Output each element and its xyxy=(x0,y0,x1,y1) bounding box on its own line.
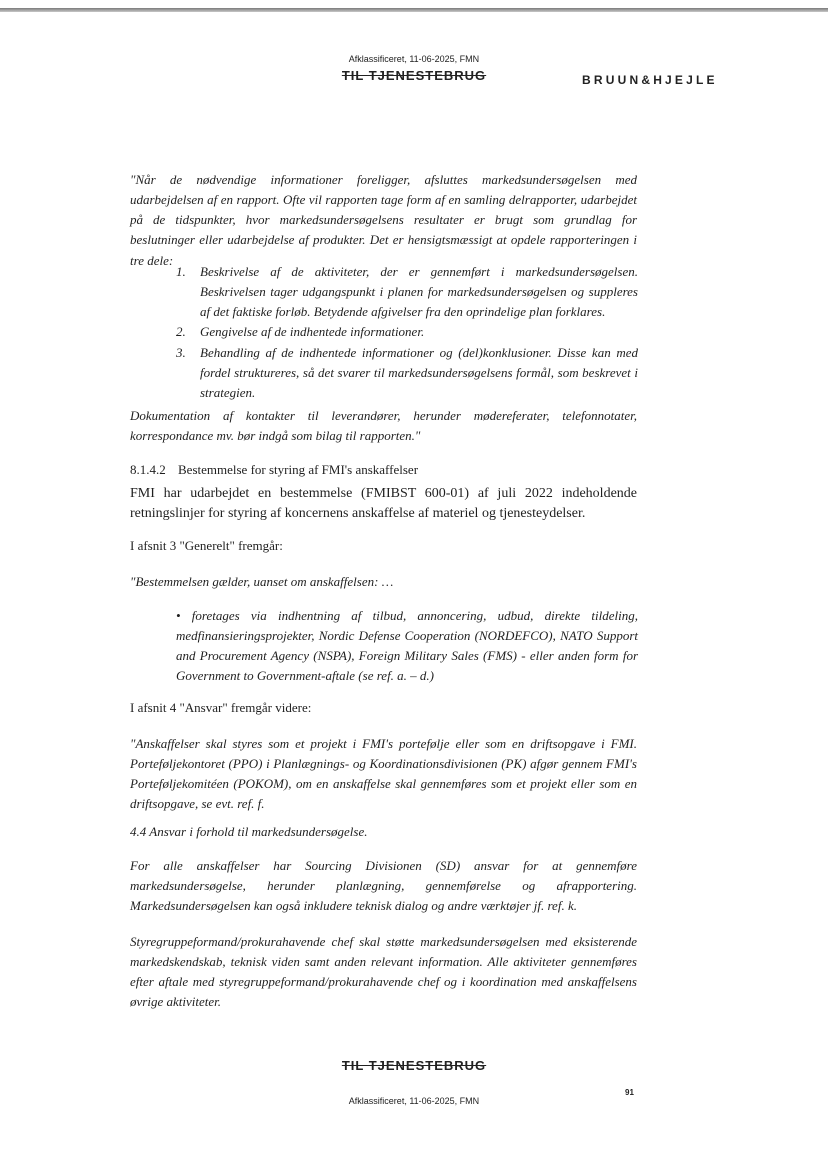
afsnit4-paragraph-1: "Anskaffelser skal styres som et projekt i FMI's portefølje eller som en driftsopgave i FMI. Porteføljekontoret (PPO) i Planlægnings- og Koordinationsdivisionen (PK) afgør gennem FMI's Porteføljekomitéen (POKOM), om en anskaffelse skal gennemføres som et projekt eller som en driftsopgave, se evt. ref. f. xyxy=(130,736,637,812)
page-number: 91 xyxy=(625,1088,634,1097)
afsnit3-bullet: • foretages via indhentning af tilbud, annoncering, udbud, direkte tildeling, medfinansieringsprojekter, Nordic Defense Cooperation (NORDEFCO), NATO Support and Procurement Agency (NSPA), Foreign Military Sales (FMS) - eller anden form for Government to Government-aftale (se ref. a. – d.) xyxy=(176,608,638,684)
list-item-text: Behandling af de indhentede informationer og (del)konklusioner. Disse kan med fordel struktureres, så det svarer til markedsundersøgelsens formål, som beskrevet i strategien. xyxy=(200,344,638,400)
afsnit4-paragraph-2: For alle anskaffelser har Sourcing Divisionen (SD) ansvar for at gennemføre markedsundersøgelse, herunder planlægning, gennemførelse og afrapportering. Markedsundersøgelsen kan også inkludere teknisk dialog og andre værktøjer jf. ref. k. xyxy=(130,858,637,914)
quote-paragraph xyxy=(130,170,637,271)
list-item xyxy=(176,322,638,342)
footer-declassification-stamp: Afklassificeret, 11-06-2025, FMN xyxy=(348,1096,480,1106)
section-intro: FMI har udarbejdet en bestemmelse (FMIBST 600-01) af juli 2022 indeholdende retningslinjer for styring af koncernens anskaffelse af materiel og tjenesteydelser. xyxy=(130,486,637,522)
quote-ordered-list xyxy=(176,262,638,403)
afsnit3-quote-block xyxy=(130,572,637,592)
section-number: 8.1.4.2 xyxy=(130,462,166,477)
list-item-text: Gengivelse af de indhentede informationer. xyxy=(200,324,425,340)
afsnit3-label: I afsnit 3 "Generelt" fremgår: xyxy=(130,538,283,553)
section-title: Bestemmelse for styring af FMI's anskaffelser xyxy=(178,462,419,477)
section-heading xyxy=(130,462,418,478)
list-item xyxy=(176,262,638,322)
afsnit4-p2-block xyxy=(130,856,637,916)
afsnit4-p1-block xyxy=(130,734,637,815)
afsnit4-heading-block xyxy=(130,822,637,842)
declassification-stamp: Afklassificeret, 11-06-2025, FMN xyxy=(348,54,480,64)
scan-edge xyxy=(0,8,828,12)
list-item-number: 2. xyxy=(176,324,186,340)
afsnit4-paragraph-3: Styregruppeformand/prokurahavende chef skal støtte markedsundersøgelsen med eksisterende markedskendskab, teknisk viden samt anden relevant information. Alle aktiviteter gennemføres efter aftale med styregruppeformand/prokurahavende chef og i koordination med anskaffelsens øvrige aktiviteter. xyxy=(130,934,637,1010)
section-intro-block xyxy=(130,484,637,525)
list-item-text: Beskrivelse af de aktiviteter, der er gennemført i markedsundersøgelsen. Beskrivelsen tager udgangspunkt i planen for markedsundersøgelsen og suppleres af det faktiske forløb. Betydende afgivelser fra den oprindelige plan forklares. xyxy=(200,264,638,320)
quote-closing: Dokumentation af kontakter til leverandører, herunder mødereferater, telefonnotater, korrespondance mv. bør indgå som bilag til rapporten." xyxy=(130,408,637,444)
afsnit4-subheading: 4.4 Ansvar i forhold til markedsundersøgelse. xyxy=(130,824,368,839)
afsnit3-label-block xyxy=(130,536,637,556)
list-item-number: 3. xyxy=(176,344,186,360)
footer-classification-label: TIL TJENESTEBRUG xyxy=(341,1058,487,1073)
list-item-number: 1. xyxy=(176,264,186,279)
afsnit3-quote: "Bestemmelsen gælder, uanset om anskaffelsen: … xyxy=(130,574,394,589)
afsnit3-bullet-block xyxy=(176,606,638,687)
quote-intro: "Når de nødvendige informationer foreligger, afsluttes markedsundersøgelsen med udarbejdelsen af en rapport. Ofte vil rapporten tage form af en samling delrapporter, udarbejdet på de tidspunkter, hvor markedsundersøgelsens resultater er brugt som grundlag for beslutninger eller udarbejdelse af produkter. Det er hensigtsmæssigt at opdele rapporteringen i tre dele: xyxy=(130,172,637,268)
list-item xyxy=(176,343,638,403)
afsnit4-p3-block xyxy=(130,932,637,1013)
classification-label: TIL TJENESTEBRUG xyxy=(341,68,487,83)
afsnit4-label-block xyxy=(130,698,637,718)
afsnit4-label: I afsnit 4 "Ansvar" fremgår videre: xyxy=(130,700,312,715)
quote-closing-block xyxy=(130,406,637,446)
firm-logo: BRUUN&HJEJLE xyxy=(582,73,718,87)
